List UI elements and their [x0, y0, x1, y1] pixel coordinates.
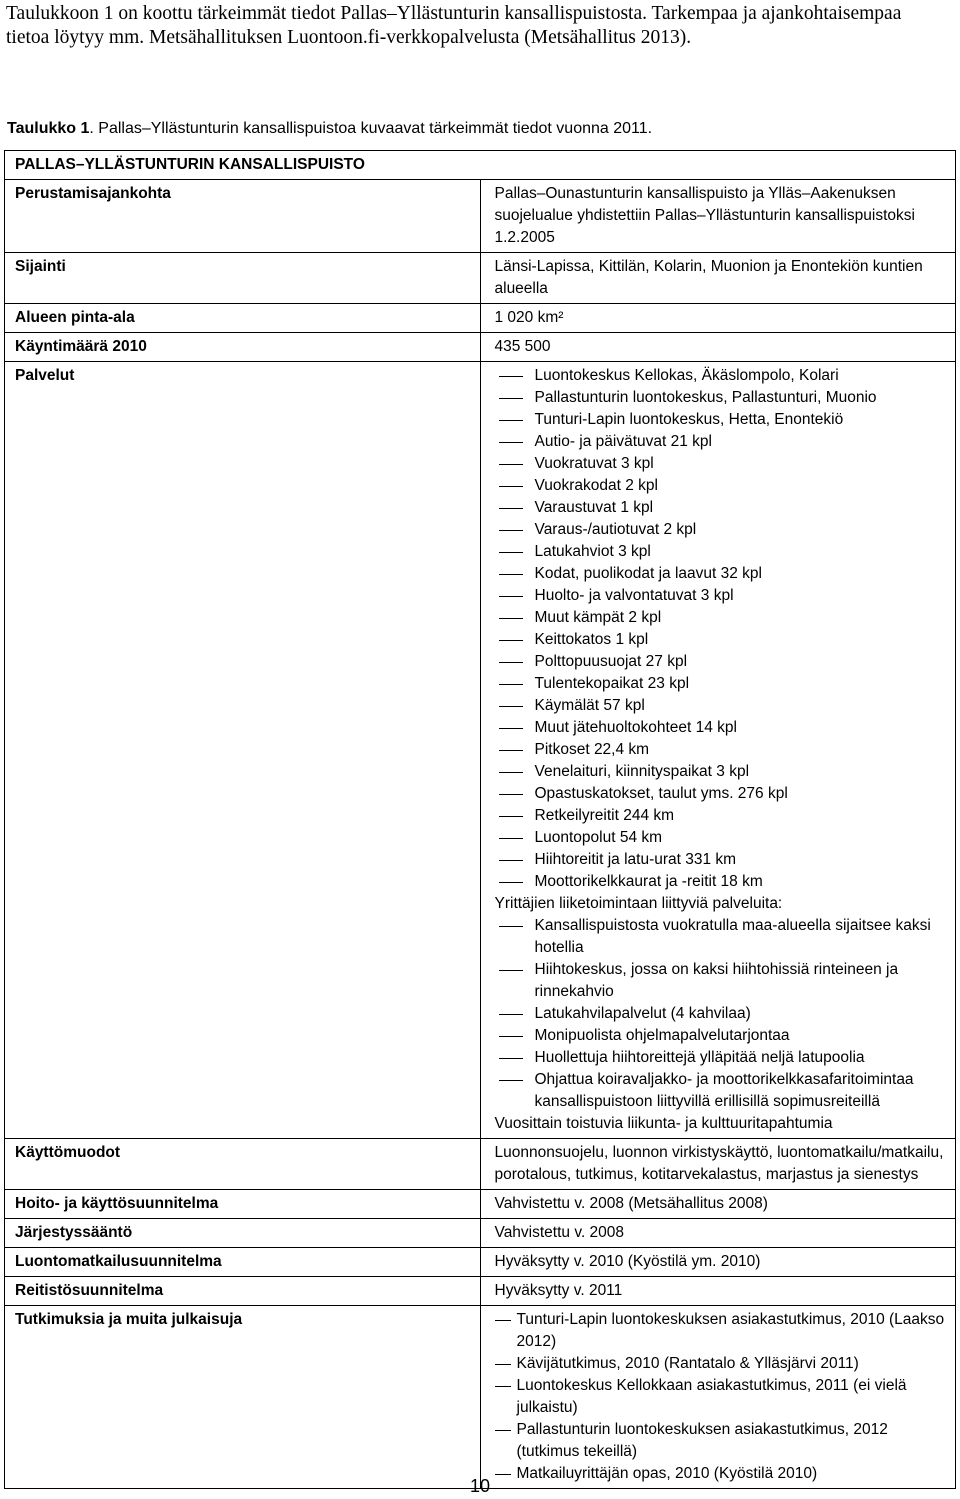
row-label: Käyntimäärä 2010: [5, 333, 481, 362]
row-label: Sijainti: [5, 253, 481, 304]
row-hoito: [5, 1190, 956, 1219]
list-item: Polttopuusuojat 27 kpl: [495, 651, 946, 673]
list-item: Retkeilyreitit 244 km: [495, 805, 946, 827]
row-label: Järjestyssääntö: [5, 1219, 481, 1248]
list-item: Venelaituri, kiinnityspaikat 3 kpl: [495, 761, 946, 783]
list-item: Muut jätehuoltokohteet 14 kpl: [495, 717, 946, 739]
caption-label: Taulukko 1: [7, 120, 90, 137]
row-label: Reitistösuunnitelma: [5, 1277, 481, 1306]
row-label: Perustamisajankohta: [5, 180, 481, 253]
list-item: Keittokatos 1 kpl: [495, 629, 946, 651]
list-item: Latukahvilapalvelut (4 kahvilaa): [495, 1003, 946, 1025]
list-item: Käymälät 57 kpl: [495, 695, 946, 717]
list-item: Huolto- ja valvontatuvat 3 kpl: [495, 585, 946, 607]
row-reitisto: [5, 1277, 956, 1306]
intro-paragraph: Taulukkoon 1 on koottu tärkeimmät tiedot Pallas–Yllästunturin kansallispuistosta. Tarkempaa ja ajankohtaisempaa tietoa löytyy mm. Metsähallituksen Luontoon.fi-verkkopalvelusta (Metsähallitus 2013).: [6, 3, 902, 48]
list-item: Huollettuja hiihtoreittejä ylläpitää neljä latupoolia: [495, 1047, 946, 1069]
list-item: Kävijätutkimus, 2010 (Rantatalo & Ylläsjärvi 2011): [495, 1353, 946, 1375]
list-item: Varaus-/autiotuvat 2 kpl: [495, 519, 946, 541]
table-header-row: [5, 151, 956, 180]
list-item: Latukahviot 3 kpl: [495, 541, 946, 563]
yrittajat-list: [495, 915, 946, 1113]
row-label: Käyttömuodot: [5, 1139, 481, 1190]
row-label: Luontomatkailusuunnitelma: [5, 1248, 481, 1277]
table-header: PALLAS–YLLÄSTUNTURIN KANSALLISPUISTO: [5, 151, 956, 180]
row-kayntimaara: [5, 333, 956, 362]
row-jarjestys: [5, 1219, 956, 1248]
row-label: Palvelut: [5, 362, 481, 1139]
list-item: Varaustuvat 1 kpl: [495, 497, 946, 519]
row-label: Tutkimuksia ja muita julkaisuja: [5, 1306, 481, 1489]
list-item: Moottorikelkkaurat ja -reitit 18 km: [495, 871, 946, 893]
row-value: Hyväksytty v. 2010 (Kyöstilä ym. 2010): [480, 1248, 956, 1277]
list-item: Luontokeskus Kellokkaan asiakastutkimus, 2011 (ei vielä julkaistu): [495, 1375, 946, 1419]
list-item: Matkailuyrittäjän opas, 2010 (Kyöstilä 2010): [495, 1463, 946, 1485]
list-item: Tunturi-Lapin luontokeskuksen asiakastutkimus, 2010 (Laakso 2012): [495, 1309, 946, 1353]
list-item: Hiihtokeskus, jossa on kaksi hiihtohissiä rinteineen ja rinnekahvio: [495, 959, 946, 1003]
row-value: 435 500: [480, 333, 956, 362]
row-label: Hoito- ja käyttösuunnitelma: [5, 1190, 481, 1219]
table-caption: [7, 118, 947, 140]
row-value: Vahvistettu v. 2008 (Metsähallitus 2008): [480, 1190, 956, 1219]
list-item: Vuokratuvat 3 kpl: [495, 453, 946, 475]
list-item: Pitkoset 22,4 km: [495, 739, 946, 761]
row-value: Vahvistettu v. 2008: [480, 1219, 956, 1248]
list-item: Pallastunturin luontokeskus, Pallastunturi, Muonio: [495, 387, 946, 409]
row-value: 1 020 km²: [480, 304, 956, 333]
list-item: Luontokeskus Kellokas, Äkäslompolo, Kolari: [495, 365, 946, 387]
row-palvelut: [5, 362, 956, 1139]
list-item: Muut kämpät 2 kpl: [495, 607, 946, 629]
list-item: Kodat, puolikodat ja laavut 32 kpl: [495, 563, 946, 585]
park-info-table: [4, 150, 956, 1489]
list-item: Tunturi-Lapin luontokeskus, Hetta, Enontekiö: [495, 409, 946, 431]
row-luontomatkailu: [5, 1248, 956, 1277]
row-value: Luonnonsuojelu, luonnon virkistyskäyttö, luontomatkailu/matkailu, porotalous, tutkimus, kotitarvekalastus, marjastus ja sienestys: [480, 1139, 956, 1190]
tutkimukset-cell: [480, 1306, 956, 1489]
list-item: Monipuolista ohjelmapalvelutarjontaa: [495, 1025, 946, 1047]
list-item: Autio- ja päivätuvat 21 kpl: [495, 431, 946, 453]
row-kayttomuodot: [5, 1139, 956, 1190]
palvelut-footer: Vuosittain toistuvia liikunta- ja kulttuuritapahtumia: [494, 1115, 833, 1132]
list-item: Hiihtoreitit ja latu-urat 331 km: [495, 849, 946, 871]
row-label: Alueen pinta-ala: [5, 304, 481, 333]
palvelut-list: [495, 365, 946, 893]
row-sijainti: [5, 253, 956, 304]
list-item: Luontopolut 54 km: [495, 827, 946, 849]
yrittajat-heading: Yrittäjien liiketoimintaan liittyviä palveluita:: [494, 895, 783, 912]
row-tutkimukset: [5, 1306, 956, 1489]
list-item: Ohjattua koiravaljakko- ja moottorikelkkasafaritoimintaa kansallispuistoon liittyvillä erillisillä sopimusreiteillä: [495, 1069, 946, 1113]
row-pinta-ala: [5, 304, 956, 333]
row-value: Hyväksytty v. 2011: [480, 1277, 956, 1306]
list-item: Vuokrakodat 2 kpl: [495, 475, 946, 497]
row-value: Pallas–Ounastunturin kansallispuisto ja Ylläs–Aakenuksen suojelualue yhdistettiin Pallas–Yllästunturin kansallispuistoksi 1.2.2005: [480, 180, 956, 253]
list-item: Tulentekopaikat 23 kpl: [495, 673, 946, 695]
palvelut-cell: [480, 362, 956, 1139]
page-number: 10: [469, 1476, 491, 1496]
list-item: Kansallispuistosta vuokratulla maa-alueella sijaitsee kaksi hotellia: [495, 915, 946, 959]
list-item: Pallastunturin luontokeskuksen asiakastutkimus, 2012 (tutkimus tekeillä): [495, 1419, 946, 1463]
row-perustamisajankohta: [5, 180, 956, 253]
row-value: Länsi-Lapissa, Kittilän, Kolarin, Muonion ja Enontekiön kuntien alueella: [480, 253, 956, 304]
list-item: Opastuskatokset, taulut yms. 276 kpl: [495, 783, 946, 805]
caption-text: . Pallas–Yllästunturin kansallispuistoa kuvaavat tärkeimmät tiedot vuonna 2011.: [89, 120, 653, 137]
tutkimukset-list: [495, 1309, 946, 1485]
